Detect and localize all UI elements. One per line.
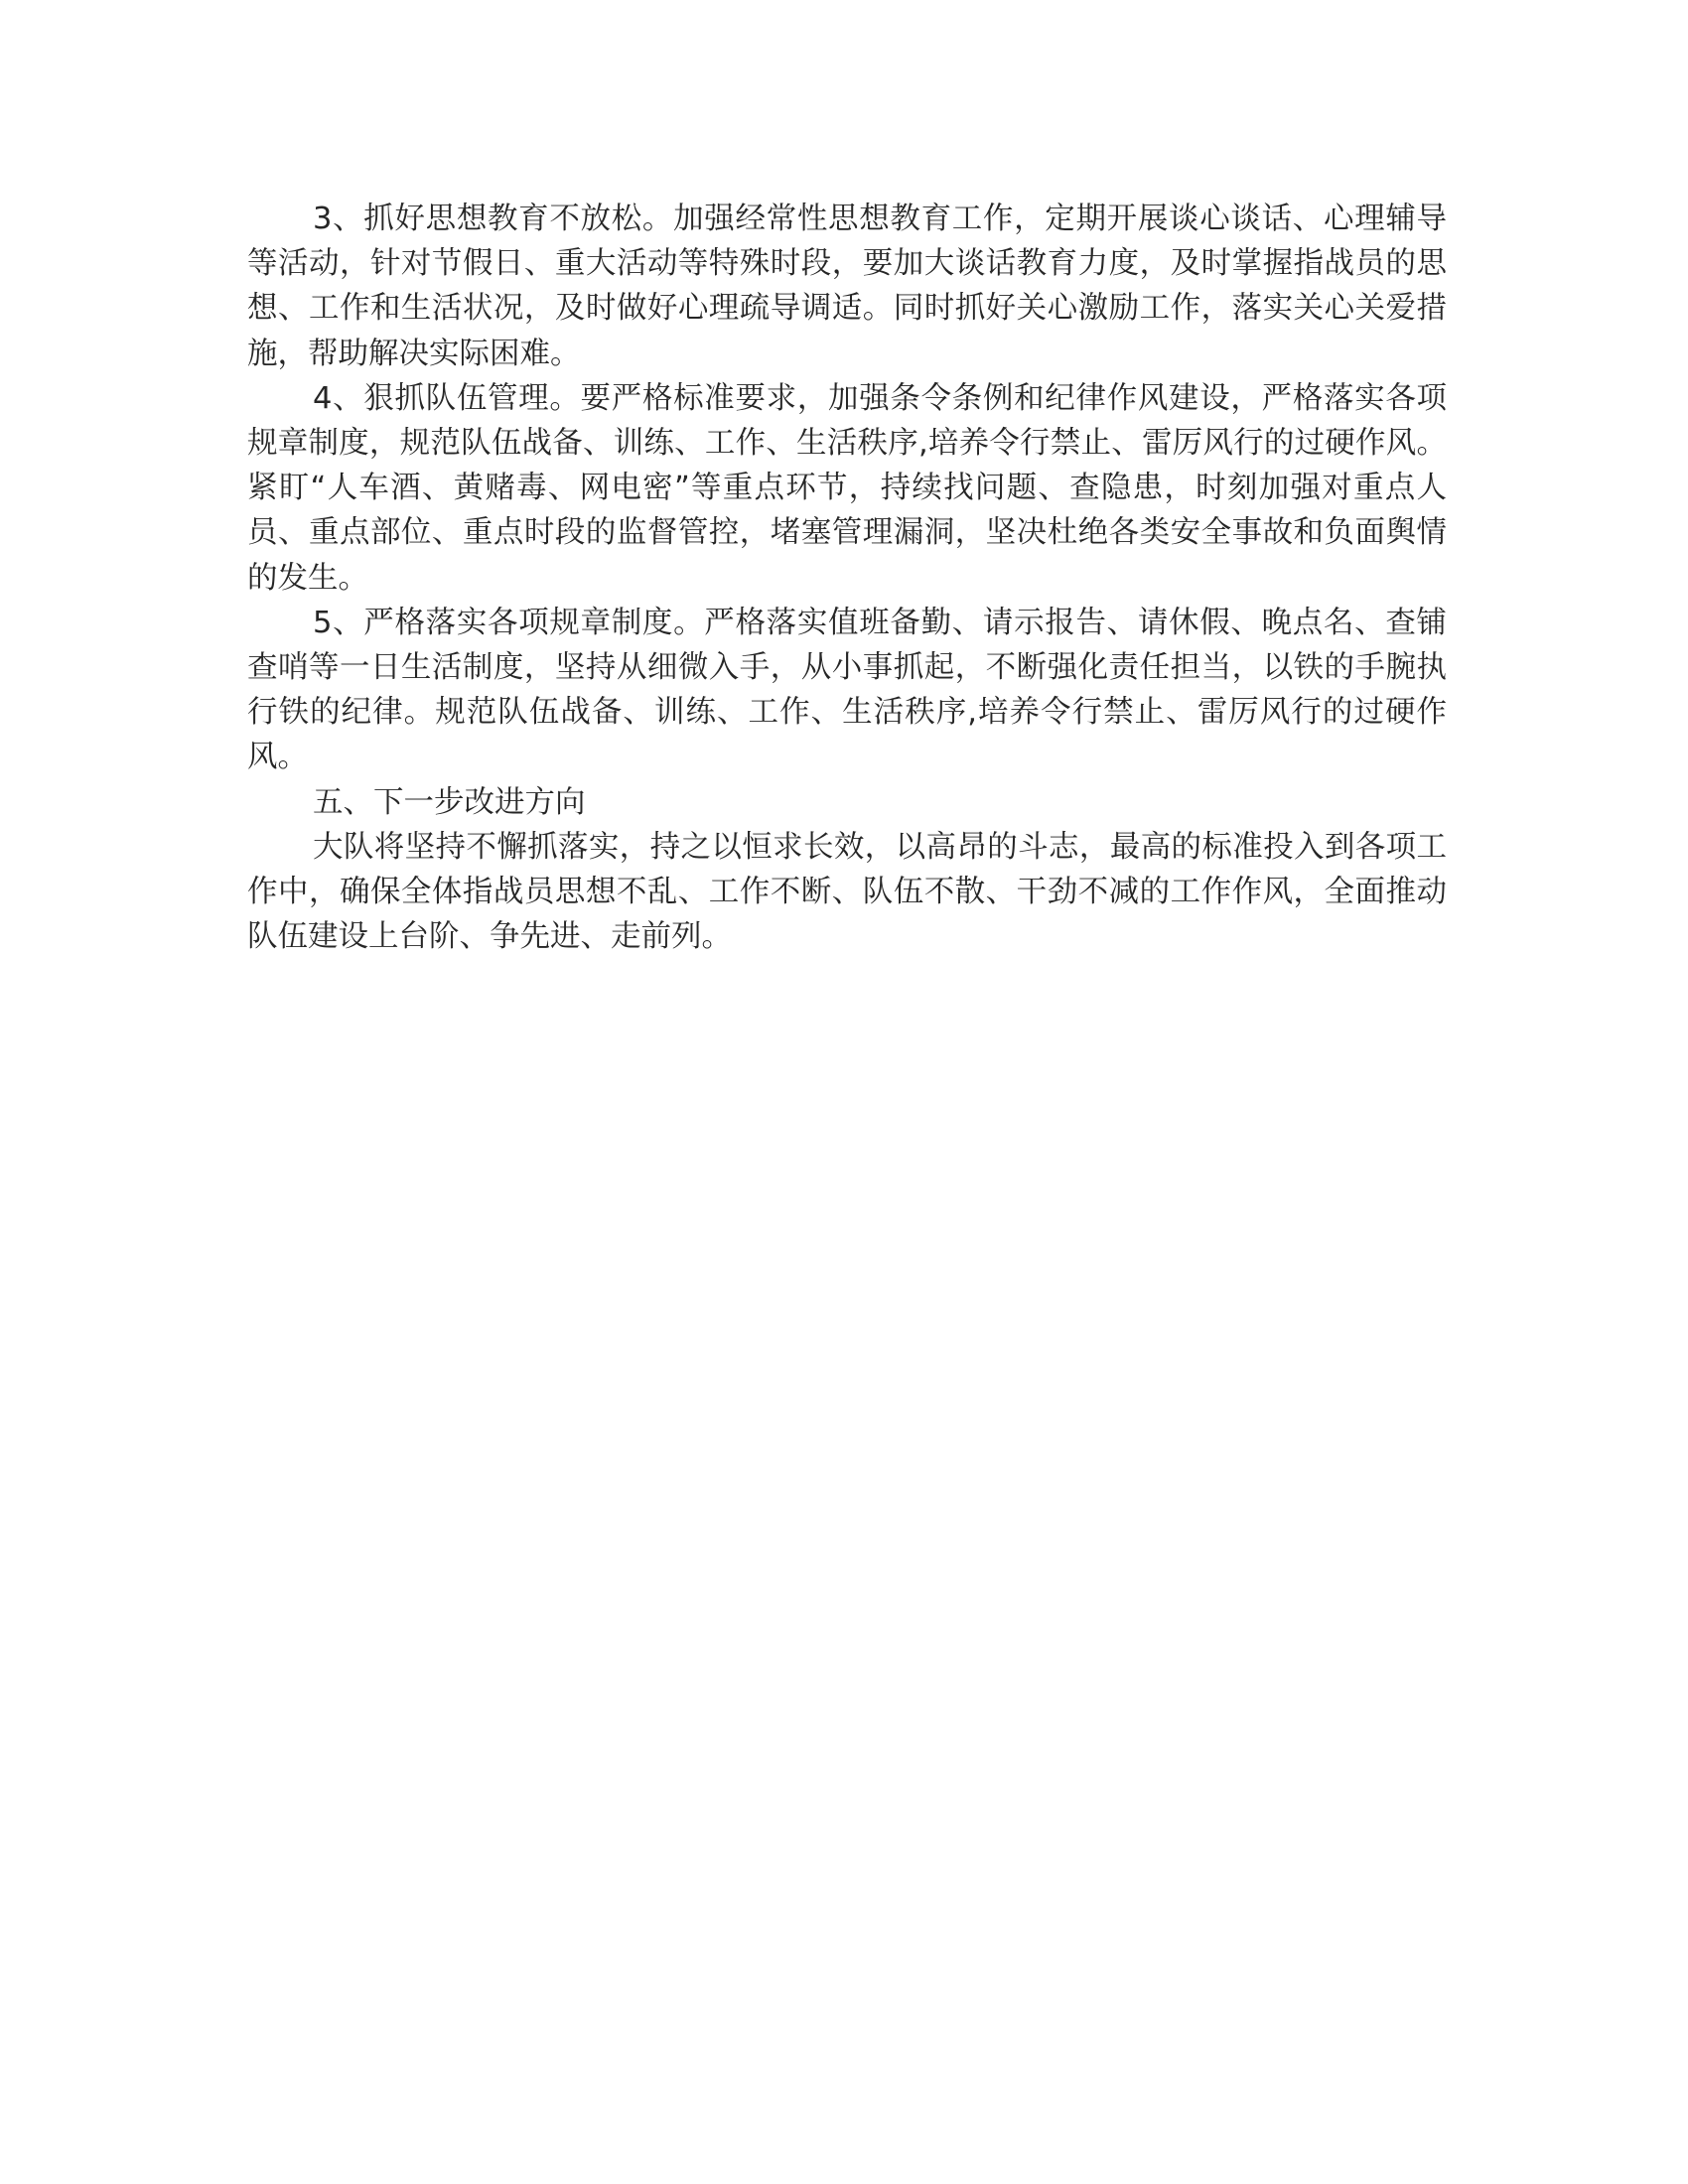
paragraph-rules-implementation: 5、严格落实各项规章制度。严格落实值班备勤、请示报告、请休假、晚点名、查铺查哨等一日生活制度，坚持从细微入手，从小事抓起，不断强化责任担当，以铁的手腕执行铁的纪律。规范队伍战备、训练、工作、生活秩序,培养令行禁止、雷厉风行的过硬作风。 — [247, 605, 1447, 775]
paragraph-team-management: 4、狠抓队伍管理。要严格标准要求，加强条令条例和纪律作风建设，严格落实各项规章制度，规范队伍战备、训练、工作、生活秩序,培养令行禁止、雷厉风行的过硬作风。紧盯“人车酒、黄赌毒、网电密”等重点环节，持续找问题、查隐患，时刻加强对重点人员、重点部位、重点时段的监督管控，堵塞管理漏洞，坚决杜绝各类安全事故和负面舆情的发生。 — [247, 380, 1447, 596]
section-heading-next-steps: 五、下一步改进方向 — [313, 784, 586, 820]
paragraph-ideological-education: 3、抓好思想教育不放松。加强经常性思想教育工作，定期开展谈心谈话、心理辅导等活动，针对节假日、重大活动等特殊时段，要加大谈话教育力度，及时掌握指战员的思想、工作和生活状况，及时做好心理疏导调适。同时抓好关心激励工作，落实关心关爱措施，帮助解决实际困难。 — [247, 202, 1447, 371]
document-body — [247, 197, 1447, 959]
paragraph-conclusion: 大队将坚持不懈抓落实，持之以恒求长效，以高昂的斗志，最高的标准投入到各项工作中，确保全体指战员思想不乱、工作不断、队伍不散、干劲不减的工作作风，全面推动队伍建设上台阶、争先进、走前列。 — [247, 829, 1447, 955]
